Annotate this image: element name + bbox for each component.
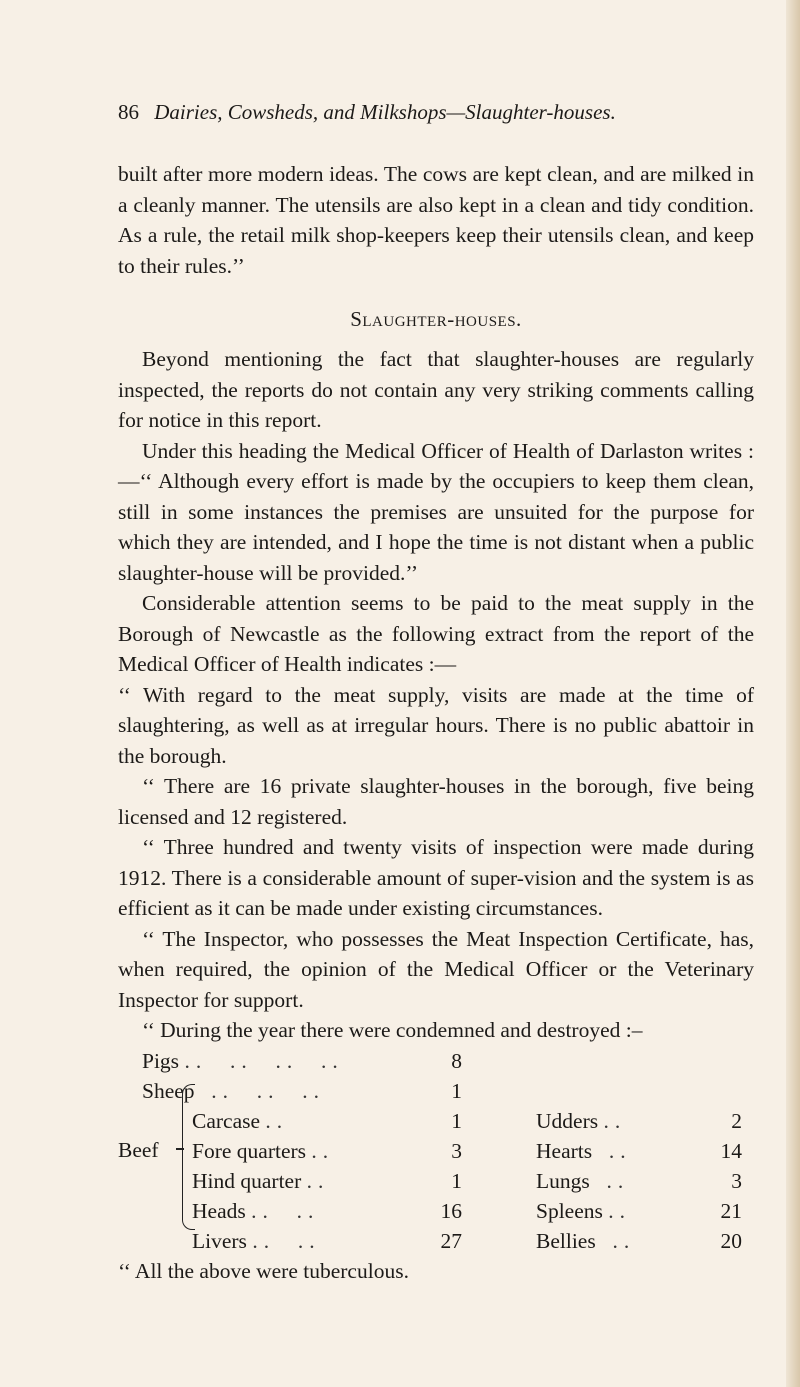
item-label: Carcase bbox=[192, 1108, 261, 1133]
item-label: Udders bbox=[536, 1108, 599, 1133]
paragraph-continued: built after more modern ideas. The cows are kept clean, and are milked in a cleanly manner. The utensils are also kept in a clean and tidy condition. As a rule, the retail milk shop-keepers keep their utensils clean, and keep to their rules.’’ bbox=[118, 162, 754, 278]
leader-dots: .. .. bbox=[251, 1198, 320, 1223]
page-edge-shadow bbox=[786, 0, 800, 1387]
paragraph: Under this heading the Medical Officer of Health of Darlaston writes :—‘‘ Although every effort is made by the occupiers to keep them clean, still in some instances the premises are unsuited for the purpose for which they are intended, and I hope the time is not distant when a public slaughter-house will be provided.’’ bbox=[118, 438, 754, 585]
organ-item bbox=[536, 1166, 629, 1196]
leader-dots: .. bbox=[306, 1168, 330, 1193]
beef-item bbox=[192, 1196, 319, 1226]
item-value: 1 bbox=[451, 1108, 462, 1133]
leader-dots: .. bbox=[265, 1108, 289, 1133]
item-value: 20 bbox=[720, 1228, 742, 1253]
item-label: Hind quarter bbox=[192, 1168, 302, 1193]
running-header bbox=[118, 100, 754, 125]
item-value: 14 bbox=[720, 1138, 742, 1163]
item-label: Heads bbox=[192, 1198, 246, 1223]
quoted-paragraph: ‘‘ During the year there were condemned and destroyed :– bbox=[142, 1018, 643, 1042]
item-label: Pigs bbox=[142, 1048, 180, 1073]
leader-dots: .. .. .. bbox=[199, 1078, 326, 1103]
section-heading: Slaughter-houses. bbox=[350, 307, 522, 331]
item-value: 1 bbox=[451, 1078, 462, 1103]
beef-item bbox=[192, 1226, 321, 1256]
item-value: 16 bbox=[440, 1198, 462, 1223]
page-body bbox=[118, 100, 754, 1286]
page-number: 86 bbox=[118, 100, 139, 124]
leader-dots: .. .. .. .. bbox=[184, 1048, 344, 1073]
beef-item bbox=[192, 1166, 329, 1196]
item-label: Hearts bbox=[536, 1138, 593, 1163]
organ-item bbox=[536, 1226, 635, 1256]
item-label: Bellies bbox=[536, 1228, 596, 1253]
leader-dots: .. bbox=[603, 1108, 627, 1133]
list-item-pigs bbox=[142, 1046, 344, 1076]
organ-item bbox=[536, 1196, 631, 1226]
quoted-paragraph: ‘‘ Three hundred and twenty visits of inspection were made during 1912. There is a considerable amount of super-vision and the system is as efficient as it can be made under existing circumstances. bbox=[118, 835, 754, 920]
leader-dots: .. bbox=[601, 1228, 636, 1253]
organ-item bbox=[536, 1106, 626, 1136]
item-value: 3 bbox=[731, 1168, 742, 1193]
closing-line: ‘‘ All the above were tuberculous. bbox=[118, 1258, 409, 1283]
item-label: Lungs bbox=[536, 1168, 590, 1193]
paragraph: Considerable attention seems to be paid to the meat supply in the Borough of Newcastle as the following extract from the report of the Medical Officer of Health indicates :— bbox=[118, 591, 754, 676]
beef-item bbox=[192, 1136, 334, 1166]
item-label: Fore quarters bbox=[192, 1138, 307, 1163]
paragraph: Beyond mentioning the fact that slaughter-houses are regularly inspected, the reports do not contain any very striking comments calling for notice in this report. bbox=[118, 347, 754, 432]
condemned-list bbox=[118, 1046, 754, 1253]
leader-dots: .. bbox=[597, 1138, 632, 1163]
item-value: 27 bbox=[440, 1228, 462, 1253]
quoted-paragraph: ‘‘ With regard to the meat supply, visits are made at the time of slaughtering, as well as at irregular hours. There is no public abattoir in the borough. bbox=[118, 682, 754, 768]
item-value: 1 bbox=[451, 1168, 462, 1193]
brace-tip bbox=[176, 1148, 184, 1150]
item-label: Sheep bbox=[142, 1078, 195, 1103]
quoted-paragraph: ‘‘ The Inspector, who possesses the Meat Inspection Certificate, has, when required, the opinion of the Medical Officer or the Veterinary Inspector for support. bbox=[118, 926, 754, 1012]
quoted-paragraph: ‘‘ There are 16 private slaughter-houses in the borough, five being licensed and 12 registered. bbox=[118, 774, 754, 829]
leader-dots: .. bbox=[608, 1198, 632, 1223]
list-item-sheep bbox=[142, 1076, 325, 1106]
item-value: 8 bbox=[451, 1048, 462, 1073]
item-value: 3 bbox=[451, 1138, 462, 1163]
beef-label: Beef bbox=[118, 1137, 159, 1162]
running-title: Dairies, Cowsheds, and Milkshops—Slaughter-houses. bbox=[154, 100, 616, 124]
beef-item bbox=[192, 1106, 288, 1136]
leader-dots: .. bbox=[595, 1168, 630, 1193]
item-label: Spleens bbox=[536, 1198, 603, 1223]
organ-item bbox=[536, 1136, 632, 1166]
item-label: Livers bbox=[192, 1228, 247, 1253]
leader-dots: .. .. bbox=[252, 1228, 321, 1253]
item-value: 21 bbox=[720, 1198, 742, 1223]
leader-dots: .. bbox=[311, 1138, 335, 1163]
item-value: 2 bbox=[731, 1108, 742, 1133]
